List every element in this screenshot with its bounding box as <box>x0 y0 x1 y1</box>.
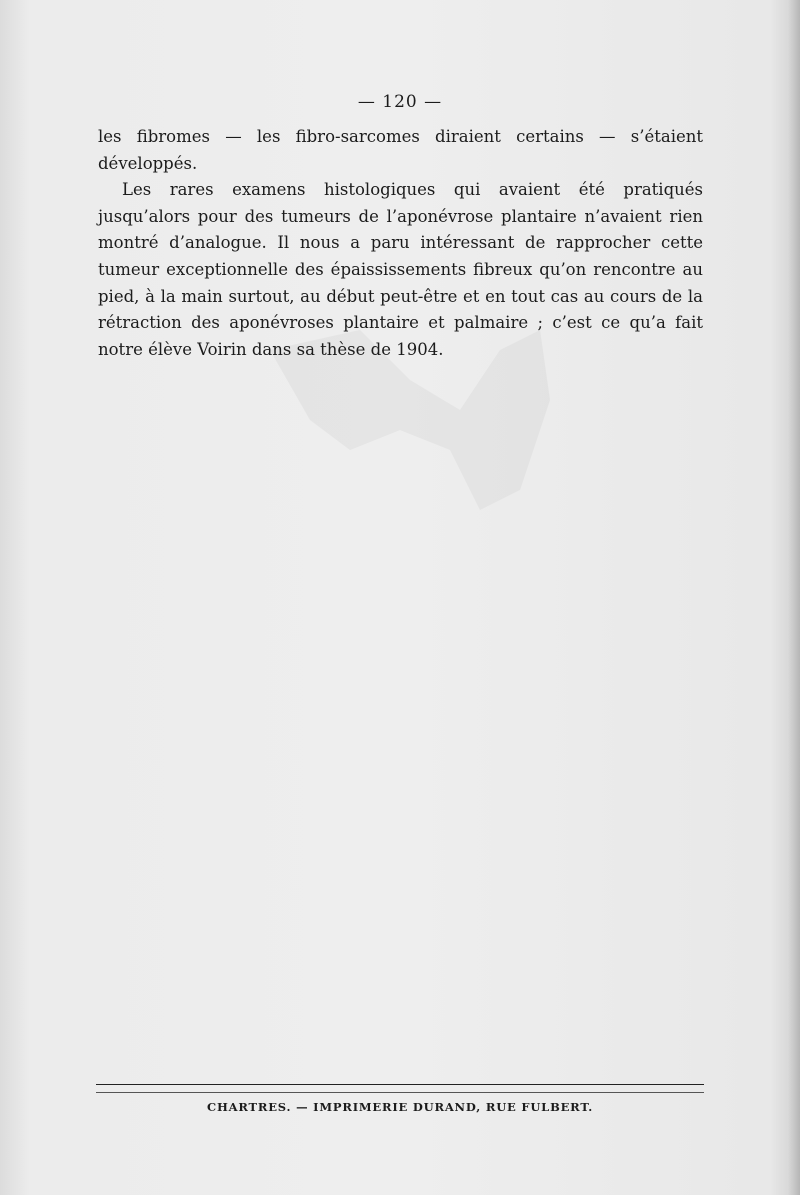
paragraph-continuation: les fibromes — les fibro-sarcomes diraient certains — s’étaient développés. <box>98 127 703 173</box>
page-edge-shadow <box>788 0 800 1195</box>
footer-rule-thin <box>96 1092 704 1093</box>
printer-imprint: CHARTRES. — IMPRIMERIE DURAND, RUE FULBERT. <box>207 1100 593 1114</box>
paragraph: Les rares examens histologiques qui avaient été pratiqués jusqu’alors pour des tumeurs de l’aponévrose plantaire n’avaient rien montré d’analogue. Il nous a paru intéressant de rapprocher cette tumeur exceptionnelle des épaississements fibreux qu’on rencontre au pied, à la main surtout, au début peut-être et en tout cas au cours de la rétraction des aponévroses plantaire et palmaire ; c’est ce qu’a fait notre élève Voirin dans sa thèse de 1904. <box>98 180 703 359</box>
page-number: — 120 — <box>357 92 443 112</box>
body-text <box>98 124 703 363</box>
footer-rule <box>96 1084 704 1085</box>
